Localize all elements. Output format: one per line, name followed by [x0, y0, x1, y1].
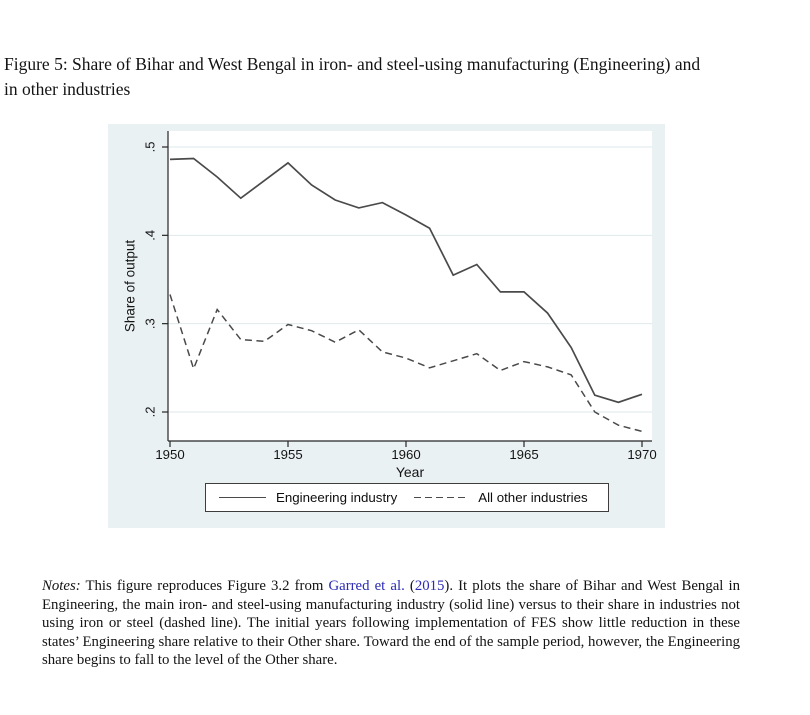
citation-link-year[interactable]: 2015 [414, 578, 445, 594]
x-tick-label-1955: 1955 [273, 447, 303, 462]
figure-notes [42, 577, 740, 670]
y-tick-label-.5: .5 [142, 141, 158, 153]
figure-caption [4, 52, 806, 102]
notes-paren-open: ( [404, 578, 415, 594]
notes-text-before-link: This figure reproduces Figure 3.2 from [80, 578, 329, 594]
figure-caption-line1: Figure 5: Share of Bihar and West Bengal in iron- and steel-using manufacturing (Engineering) and [4, 54, 701, 74]
legend-label-other: All other industries [478, 490, 588, 505]
legend-dashed-line-sample [414, 497, 468, 499]
chart [108, 124, 665, 528]
y-axis-title: Share of output [122, 239, 138, 333]
x-tick-label-1960: 1960 [391, 447, 421, 462]
legend-label-engineering: Engineering industry [276, 490, 398, 505]
x-tick-label-1965: 1965 [509, 447, 539, 462]
legend-solid-line-sample [219, 497, 266, 498]
x-tick-label-1970: 1970 [627, 447, 657, 462]
chart-legend [205, 483, 609, 512]
plot-area [168, 131, 652, 441]
chart-svg [108, 124, 665, 528]
citation-link-authors[interactable]: Garred et al. [328, 578, 405, 594]
y-tick-label-.2: .2 [142, 406, 158, 418]
y-tick-label-.3: .3 [142, 318, 158, 330]
notes-text-after-link: ). It plots the share of Bihar and West Bengal in Engineering, the main iron- and steel-using manufacturing industry (solid line) versus to their share in industries not using iron or steel (dashed line). The initial years following implementation of FES show little reduction in these states’ Engineering share relative to their Other share. Toward the end of the sample period, however, the Engineering share begins to fall to the level of the Other share. [42, 578, 740, 669]
y-tick-label-.4: .4 [142, 229, 158, 241]
notes-label: Notes: [42, 578, 81, 594]
x-tick-label-1950: 1950 [155, 447, 185, 462]
figure-caption-line2: in other industries [4, 79, 131, 99]
x-axis-title: Year [395, 464, 425, 480]
